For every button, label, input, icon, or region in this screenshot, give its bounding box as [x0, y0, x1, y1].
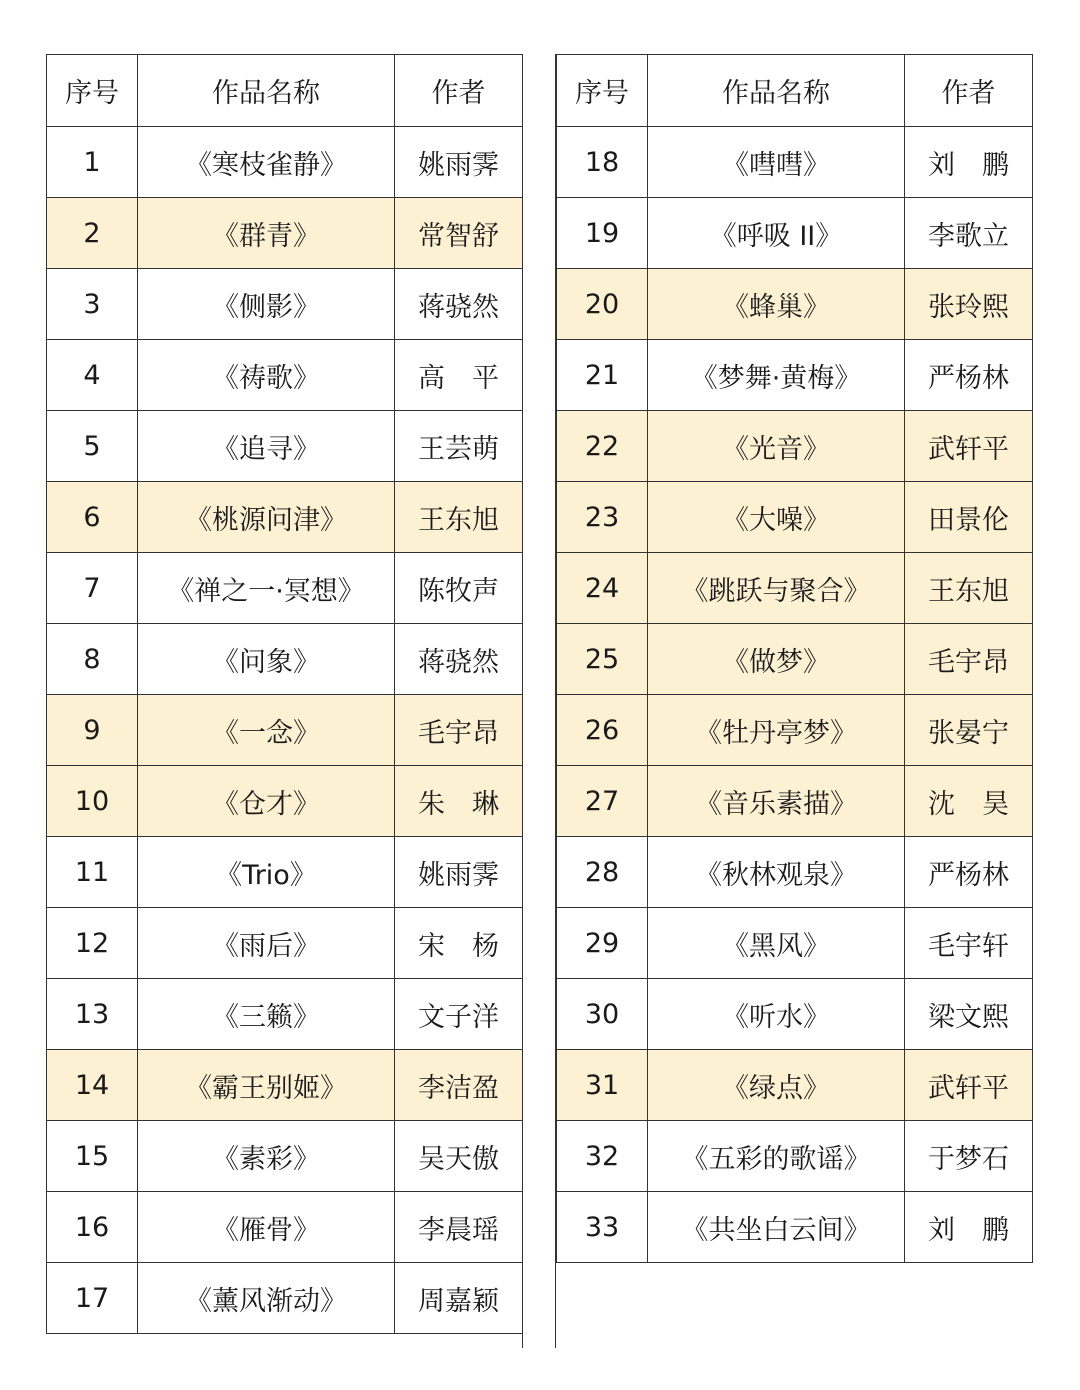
cell-author: 刘 鹏	[905, 127, 1033, 198]
cell-title: 《问象》	[138, 624, 395, 695]
cell-no: 21	[557, 340, 648, 411]
cell-author: 蒋骁然	[395, 624, 523, 695]
cell-no: 33	[557, 1192, 648, 1263]
cell-title: 《梦舞·黄梅》	[648, 340, 905, 411]
table-row	[557, 1192, 1033, 1263]
cell-title: 《雁骨》	[138, 1192, 395, 1263]
cell-title: 《绿点》	[648, 1050, 905, 1121]
table-row	[47, 411, 523, 482]
cell-no: 20	[557, 269, 648, 340]
cell-author: 梁文熙	[905, 979, 1033, 1050]
cell-title: 《三籁》	[138, 979, 395, 1050]
table-row	[557, 766, 1033, 837]
works-body-left	[47, 127, 523, 1334]
table-row	[47, 553, 523, 624]
table-row	[557, 624, 1033, 695]
cell-title: 《大噪》	[648, 482, 905, 553]
cell-author: 吴天傲	[395, 1121, 523, 1192]
cell-title: 《光音》	[648, 411, 905, 482]
cell-no: 27	[557, 766, 648, 837]
cell-author: 宋 杨	[395, 908, 523, 979]
table-row	[557, 553, 1033, 624]
cell-author: 姚雨霁	[395, 837, 523, 908]
cell-no: 25	[557, 624, 648, 695]
cell-no: 22	[557, 411, 648, 482]
cell-no: 16	[47, 1192, 138, 1263]
table-row	[47, 908, 523, 979]
works-body-right	[557, 127, 1033, 1263]
cell-author: 毛宇轩	[905, 908, 1033, 979]
cell-no: 7	[47, 553, 138, 624]
cell-author: 朱 琳	[395, 766, 523, 837]
table-row	[557, 979, 1033, 1050]
cell-author: 严杨林	[905, 340, 1033, 411]
table-row	[557, 482, 1033, 553]
table-row	[557, 837, 1033, 908]
table-row	[47, 695, 523, 766]
table-row	[47, 340, 523, 411]
header-row	[47, 55, 523, 127]
cell-author: 张玲熙	[905, 269, 1033, 340]
column-gap	[522, 54, 556, 1348]
cell-no: 2	[47, 198, 138, 269]
cell-no: 8	[47, 624, 138, 695]
cell-no: 28	[557, 837, 648, 908]
cell-title: 《音乐素描》	[648, 766, 905, 837]
table-row	[47, 482, 523, 553]
cell-no: 24	[557, 553, 648, 624]
table-row	[47, 1121, 523, 1192]
cell-title: 《一念》	[138, 695, 395, 766]
table-row	[557, 340, 1033, 411]
cell-no: 23	[557, 482, 648, 553]
cell-no: 17	[47, 1263, 138, 1334]
cell-title: 《秋林观泉》	[648, 837, 905, 908]
cell-author: 武轩平	[905, 1050, 1033, 1121]
table-row	[47, 837, 523, 908]
cell-no: 15	[47, 1121, 138, 1192]
header-author: 作者	[905, 55, 1033, 127]
table-row	[557, 1050, 1033, 1121]
cell-author: 武轩平	[905, 411, 1033, 482]
table-row	[47, 1192, 523, 1263]
table-row	[557, 695, 1033, 766]
cell-title: 《黑风》	[648, 908, 905, 979]
cell-no: 4	[47, 340, 138, 411]
cell-author: 毛宇昂	[905, 624, 1033, 695]
table-row	[557, 127, 1033, 198]
cell-author: 姚雨霁	[395, 127, 523, 198]
cell-title: 《嘒嘒》	[648, 127, 905, 198]
cell-title: 《Trio》	[138, 837, 395, 908]
cell-author: 田景伦	[905, 482, 1033, 553]
header-title: 作品名称	[138, 55, 395, 127]
cell-title: 《禅之一·冥想》	[138, 553, 395, 624]
cell-author: 张晏宁	[905, 695, 1033, 766]
table-row	[47, 127, 523, 198]
cell-no: 13	[47, 979, 138, 1050]
cell-no: 14	[47, 1050, 138, 1121]
cell-title: 《祷歌》	[138, 340, 395, 411]
cell-no: 5	[47, 411, 138, 482]
table-row	[557, 269, 1033, 340]
cell-no: 10	[47, 766, 138, 837]
cell-author: 陈牧声	[395, 553, 523, 624]
cell-no: 1	[47, 127, 138, 198]
cell-title: 《寒枝雀静》	[138, 127, 395, 198]
table-row	[47, 979, 523, 1050]
cell-author: 周嘉颖	[395, 1263, 523, 1334]
cell-title: 《素彩》	[138, 1121, 395, 1192]
cell-author: 李洁盈	[395, 1050, 523, 1121]
table-row	[557, 1121, 1033, 1192]
cell-no: 30	[557, 979, 648, 1050]
cell-title: 《跳跃与聚合》	[648, 553, 905, 624]
table-row	[557, 411, 1033, 482]
cell-author: 沈 昊	[905, 766, 1033, 837]
cell-author: 文子洋	[395, 979, 523, 1050]
table-row	[47, 624, 523, 695]
header-no: 序号	[47, 55, 138, 127]
cell-author: 蒋骁然	[395, 269, 523, 340]
cell-no: 26	[557, 695, 648, 766]
cell-title: 《牡丹亭梦》	[648, 695, 905, 766]
cell-no: 11	[47, 837, 138, 908]
cell-author: 于梦石	[905, 1121, 1033, 1192]
cell-title: 《听水》	[648, 979, 905, 1050]
cell-title: 《追寻》	[138, 411, 395, 482]
table-row	[47, 766, 523, 837]
header-row	[557, 55, 1033, 127]
cell-author: 李晨瑶	[395, 1192, 523, 1263]
works-table-right	[556, 54, 1033, 1263]
cell-title: 《仓才》	[138, 766, 395, 837]
cell-author: 严杨林	[905, 837, 1033, 908]
table-row	[557, 198, 1033, 269]
cell-title: 《侧影》	[138, 269, 395, 340]
table-row	[47, 1263, 523, 1334]
cell-author: 王东旭	[905, 553, 1033, 624]
cell-author: 王东旭	[395, 482, 523, 553]
table-row	[47, 198, 523, 269]
header-title: 作品名称	[648, 55, 905, 127]
cell-title: 《蜂巢》	[648, 269, 905, 340]
cell-no: 29	[557, 908, 648, 979]
cell-title: 《群青》	[138, 198, 395, 269]
cell-title: 《霸王别姬》	[138, 1050, 395, 1121]
cell-author: 高 平	[395, 340, 523, 411]
cell-author: 毛宇昂	[395, 695, 523, 766]
table-row	[557, 908, 1033, 979]
cell-no: 19	[557, 198, 648, 269]
table-row	[47, 269, 523, 340]
cell-title: 《呼吸 II》	[648, 198, 905, 269]
works-table-left	[46, 54, 523, 1334]
cell-no: 31	[557, 1050, 648, 1121]
cell-no: 9	[47, 695, 138, 766]
cell-title: 《桃源问津》	[138, 482, 395, 553]
cell-title: 《雨后》	[138, 908, 395, 979]
cell-no: 12	[47, 908, 138, 979]
cell-author: 刘 鹏	[905, 1192, 1033, 1263]
cell-no: 18	[557, 127, 648, 198]
header-author: 作者	[395, 55, 523, 127]
cell-no: 32	[557, 1121, 648, 1192]
cell-title: 《薰风渐动》	[138, 1263, 395, 1334]
cell-author: 王芸萌	[395, 411, 523, 482]
cell-no: 6	[47, 482, 138, 553]
cell-author: 常智舒	[395, 198, 523, 269]
header-no: 序号	[557, 55, 648, 127]
cell-no: 3	[47, 269, 138, 340]
table-row	[47, 1050, 523, 1121]
cell-author: 李歌立	[905, 198, 1033, 269]
cell-title: 《共坐白云间》	[648, 1192, 905, 1263]
cell-title: 《做梦》	[648, 624, 905, 695]
cell-title: 《五彩的歌谣》	[648, 1121, 905, 1192]
